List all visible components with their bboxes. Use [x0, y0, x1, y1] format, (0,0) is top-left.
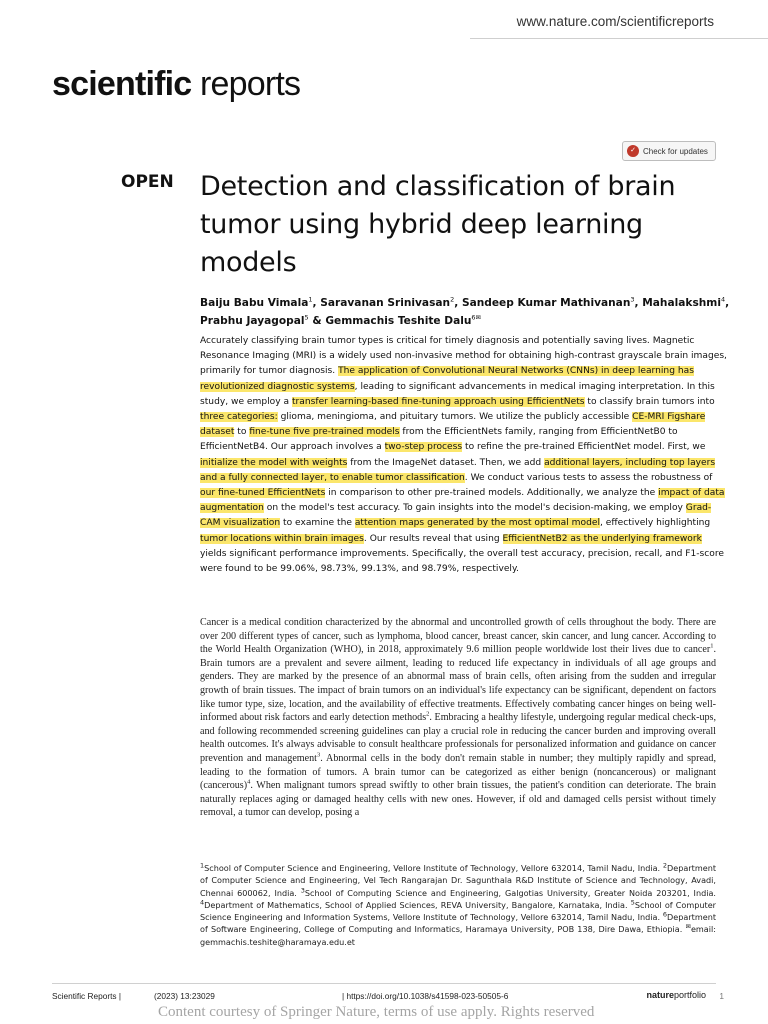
body-text: Cancer is a medical condition characterized by the abnormal and uncontrolled growth of cells throughout the body. There are over 200 different types of cancer, such as lymphoma, blood cancer, breast cancer, skin cancer, and lung cancer. According to the World Health Organization (WHO), in 2018, approximately 9.6 million people worldwide lost their lives due to cancer	[200, 617, 716, 656]
highlighted-text: impact of data augmentation	[200, 488, 725, 514]
abstract-text: to examine the	[280, 518, 355, 529]
body-text: . Embracing a healthy lifestyle, undergoing regular medical check-ups, and following recommended screening guidelines can play a crucial role in reducing the cancer burden and improving overall health outcomes. It's always advisable to consult healthcare professionals for personalized information and guidance on cancer prevention and management	[200, 712, 717, 764]
abstract-text: from the ImageNet dataset. Then, we add	[347, 457, 545, 468]
publisher-rest: portfolio	[673, 990, 706, 1000]
highlighted-text: transfer learning-based fine-tuning approach using EfficientNets	[291, 396, 585, 407]
abstract-text: on the model's test accuracy. To gain insights into the model's decision-making, we employ	[263, 503, 686, 514]
publisher-bold: nature	[646, 990, 674, 1000]
highlighted-text: The application of Convolutional Neural Networks (CNNs) in deep learning has revolutionized diagnostic systems	[200, 366, 694, 392]
highlighted-text: three categories:	[200, 412, 278, 423]
open-access-label: OPEN	[121, 172, 174, 192]
body-text: . When malignant tumors spread swiftly to other brain tissues, the patient's condition can deteriorate. The brain naturally replaces aging or damaged healthy cells with new ones. However, if old and damaged cells persist without timely removal, a tumor can develop, posing a	[200, 780, 716, 819]
abstract-text: yields significant performance improvements. Specifically, the overall test accuracy, precision, recall, and F1-score were found to be 99.06%, 98.73%, 99.13%, and 98.79%, respectively.	[200, 548, 724, 575]
citation-link[interactable]: 4	[247, 778, 251, 786]
abstract-text: to refine the pre-trained EfficientNet model. First, we	[462, 442, 706, 453]
highlighted-text: initialize the model with weights	[200, 457, 348, 468]
publisher-logo	[646, 990, 706, 1000]
affiliation-number: 1	[200, 861, 205, 870]
footer-journal: Scientific Reports |	[52, 991, 122, 1001]
copyright-watermark: Content courtesy of Springer Nature, terms of use apply. Rights reserved	[158, 1004, 595, 1020]
citation-link[interactable]: 1	[710, 642, 714, 650]
abstract-text: . We conduct various tests to assess the robustness of	[464, 472, 713, 483]
introduction-paragraph	[200, 616, 716, 820]
footer-doi-link[interactable]: | https://doi.org/10.1038/s41598-023-50505-6	[342, 991, 509, 1001]
author-separator: ,	[454, 297, 462, 309]
footer-volume: (2023) 13:23029	[154, 991, 215, 1001]
affiliation-number: 6	[662, 910, 668, 919]
abstract-text: to classify brain tumors into	[584, 396, 715, 407]
abstract-text: , leading to significant advancements in medical imaging interpretation. In this study, we employ a	[200, 381, 715, 407]
affiliation-text: email: gemmachis.teshite@haramaya.edu.et	[200, 924, 716, 947]
author-affiliation-mark: 4	[720, 295, 726, 304]
affiliation-text: School of Computer Science and Engineering, Vellore Institute of Technology, Vellore 632014, Tamil Nadu, India.	[204, 863, 663, 873]
abstract-text: . Our results reveal that using	[363, 533, 503, 544]
author-affiliation-mark: 6✉	[471, 313, 481, 322]
highlighted-text: tumor locations within brain images	[200, 533, 364, 544]
affiliation-text: Department of Software Engineering, College of Computing and Informatics, Haramaya University, POB 138, Dire Dawa, Ethiopia.	[200, 912, 716, 935]
logo-bold-text: scientific	[52, 65, 192, 103]
author-name[interactable]: Prabhu Jayagopal	[200, 315, 305, 327]
abstract-text: , effectively highlighting	[600, 518, 711, 529]
author-name[interactable]: Baiju Babu Vimala	[200, 297, 309, 309]
author-separator: ,	[725, 297, 730, 309]
footer-divider	[52, 983, 716, 984]
highlighted-text: attention maps generated by the most optimal model	[354, 518, 600, 529]
affiliations	[200, 862, 716, 948]
crossmark-icon: ✓	[627, 145, 639, 157]
citation-link[interactable]: 3	[316, 751, 321, 759]
header-divider	[470, 38, 768, 39]
author-affiliation-mark: 1	[308, 295, 313, 304]
abstract-text: glioma, meningioma, and pituitary tumors. We utilize the publicly accessible	[277, 412, 633, 423]
affiliation-text: School of Computer Science Engineering and Information Systems, Vellore Institute of Technology, Vellore 632014, Tamil Nadu, India.	[200, 899, 717, 923]
abstract-text: Accurately classifying brain tumor types is critical for timely diagnosis and potentially saving lives. Magnetic Resonance Imaging (MRI) is a widely used non-invasive method for obtaining high-contrast grayscale brain images, primarily for tumor diagnosis.	[200, 336, 727, 377]
affiliation-text: Department of Mathematics, School of Applied Sciences, REVA University, Bangalore, Karnataka, India.	[204, 899, 631, 910]
affiliation-text: Department of Computer Science and Engineering, Vel Tech Rangarajan Dr. Sagunthala R&D Institute of Science and Technology, Avadi, Chennai 600062, India.	[200, 863, 716, 898]
author-affiliation-mark: 3	[630, 295, 635, 304]
highlighted-text: Grad-CAM visualization	[200, 503, 712, 529]
highlighted-text: two-step process	[384, 442, 463, 453]
affiliation-number: 2	[662, 861, 668, 870]
check-updates-button[interactable]	[622, 141, 716, 161]
author-affiliation-mark: 5	[304, 313, 309, 322]
author-name[interactable]: Mahalakshmi	[642, 297, 721, 309]
highlighted-text: our fine-tuned EfficientNets	[200, 488, 326, 499]
author-name[interactable]: Gemmachis Teshite Dalu	[325, 315, 472, 327]
page-number: 1	[719, 991, 724, 1001]
author-name[interactable]: Sandeep Kumar Mathivanan	[461, 297, 631, 309]
abstract-text: to	[234, 427, 250, 438]
journal-logo	[52, 64, 300, 104]
affiliation-number: ✉	[685, 922, 691, 931]
author-affiliation-mark: 2	[450, 295, 455, 304]
abstract-text: in comparison to other pre-trained models. Additionally, we analyze the	[325, 488, 659, 499]
highlighted-text: EfficientNetB2 as the underlying framework	[502, 533, 702, 544]
affiliation-text: School of Computing Science and Engineering, Galgotias University, Greater Noida 203201, India.	[304, 887, 716, 898]
abstract-text: from the EfficientNets family, ranging from EfficientNetB0 to EfficientNetB4. Our approach involves a	[200, 427, 678, 453]
highlighted-text: CE-MRI Figshare dataset	[200, 412, 706, 438]
page-footer	[52, 990, 724, 1005]
author-separator: &	[308, 315, 326, 327]
abstract	[200, 334, 728, 577]
body-text: . Brain tumors are a prevalent and severe ailment, leading to reduced life expectancy in individuals of all age groups and genders. They are marked by the presence of an abnormal mass of brain cells, often arising from the sudden and irregular growth of brain tissues. The impact of brain tumors on an individual's life expectancy can be significant, dependent on factors like tumor type, size, location, and the availability of effective treatments. Effectively combating cancer hinges on being well-informed about risk factors and early detection methods	[200, 644, 716, 724]
check-updates-label: Check for updates	[643, 146, 708, 156]
highlighted-text: fine-tune five pre-trained models	[249, 427, 400, 438]
affiliation-number: 5	[630, 898, 635, 907]
body-text: . Abnormal cells in the body don't remain stable in number; they multiply rapidly and spread, leading to the formation of tumors. A brain tumor can be categorized as either benign (noncancerous) or malignant (cancerous)	[200, 752, 716, 792]
affiliation-number: 3	[300, 885, 305, 894]
article-title: Detection and classification of brain tumor using hybrid deep learning models	[200, 171, 676, 278]
affiliation-number: 4	[200, 898, 205, 907]
highlighted-text: additional layers, including top layers and a fully connected layer, to enable tumor classification	[200, 457, 716, 483]
author-list	[200, 294, 730, 330]
journal-url[interactable]: www.nature.com/scientificreports	[516, 14, 714, 29]
logo-light-text: reports	[191, 65, 301, 103]
author-name[interactable]: Saravanan Srinivasan	[320, 297, 451, 309]
author-separator: ,	[312, 297, 321, 309]
author-separator: ,	[634, 297, 643, 309]
citation-link[interactable]: 2	[426, 710, 430, 718]
